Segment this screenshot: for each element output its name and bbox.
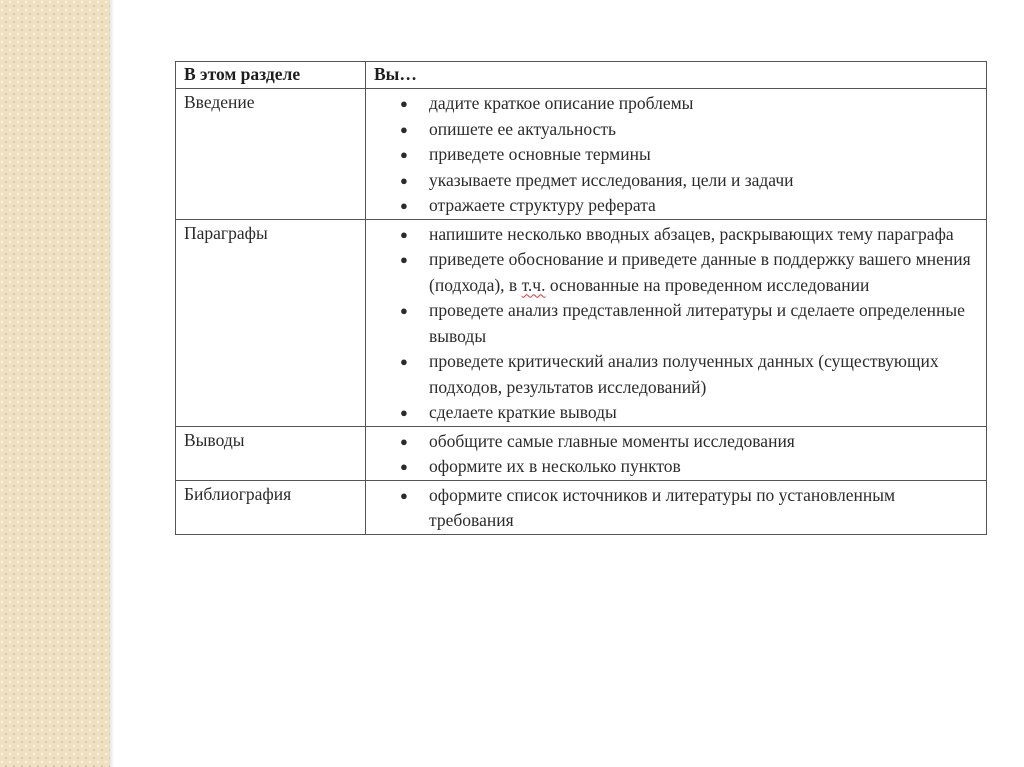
decorative-side-band — [0, 0, 110, 767]
bullet-icon: ● — [400, 354, 408, 369]
section-items — [366, 89, 987, 220]
header-you: Вы… — [366, 62, 987, 89]
list-item: ● опишете ее актуальность — [400, 117, 974, 143]
list-item: ● отражаете структуру реферата — [400, 193, 974, 219]
bullet-icon: ● — [400, 433, 408, 449]
bullet-icon: ● — [400, 198, 408, 213]
bullet-icon: ● — [400, 121, 408, 137]
document-table — [175, 61, 987, 535]
section-items — [366, 480, 987, 534]
list-item: ● оформите их в несколько пунктов — [400, 454, 974, 480]
list-item: ● напишите несколько вводных абзацев, раскрывающих тему параграфа — [400, 222, 974, 248]
bullet-icon: ● — [400, 303, 408, 318]
list-item: ● обобщите самые главные моменты исследования — [400, 429, 974, 455]
table-row — [176, 89, 987, 220]
section-name: Параграфы — [176, 219, 366, 426]
list-item: ● указываете предмет исследования, цели и задачи — [400, 168, 974, 194]
table-row — [176, 219, 987, 426]
list-item: ● приведете основные термины — [400, 142, 974, 168]
bullet-icon: ● — [400, 487, 408, 503]
bullet-icon: ● — [400, 226, 408, 242]
table-row — [176, 426, 987, 480]
list-item: ● приведете обоснование и приведете данные в поддержку вашего мнения (подхода), в т.ч. основанные на проведенном исследовании — [400, 249, 971, 295]
bullet-icon: ● — [400, 172, 408, 188]
section-items — [366, 426, 987, 480]
list-item: ● проведете критический анализ полученных данных (существующих подходов, результатов исследований) — [400, 351, 939, 397]
list-item: ● дадите краткое описание проблемы — [400, 91, 974, 117]
section-name: Библиография — [176, 480, 366, 534]
spellcheck-marked-text: т.ч. — [521, 274, 546, 295]
section-items — [366, 219, 987, 426]
bullet-icon: ● — [400, 147, 408, 162]
bullet-icon: ● — [400, 96, 408, 111]
list-item: ● проведете анализ представленной литературы и сделаете определенные выводы — [400, 300, 965, 346]
header-section: В этом разделе — [176, 62, 366, 89]
bullet-icon: ● — [400, 459, 408, 474]
bullet-icon: ● — [400, 405, 408, 420]
table-row — [176, 480, 987, 534]
list-item: ● оформите список источников и литературы по установленным требования — [400, 484, 896, 530]
section-name: Выводы — [176, 426, 366, 480]
table-header-row — [176, 62, 987, 89]
list-item: ● сделаете краткие выводы — [400, 400, 974, 426]
section-name: Введение — [176, 89, 366, 220]
bullet-icon: ● — [400, 252, 408, 267]
